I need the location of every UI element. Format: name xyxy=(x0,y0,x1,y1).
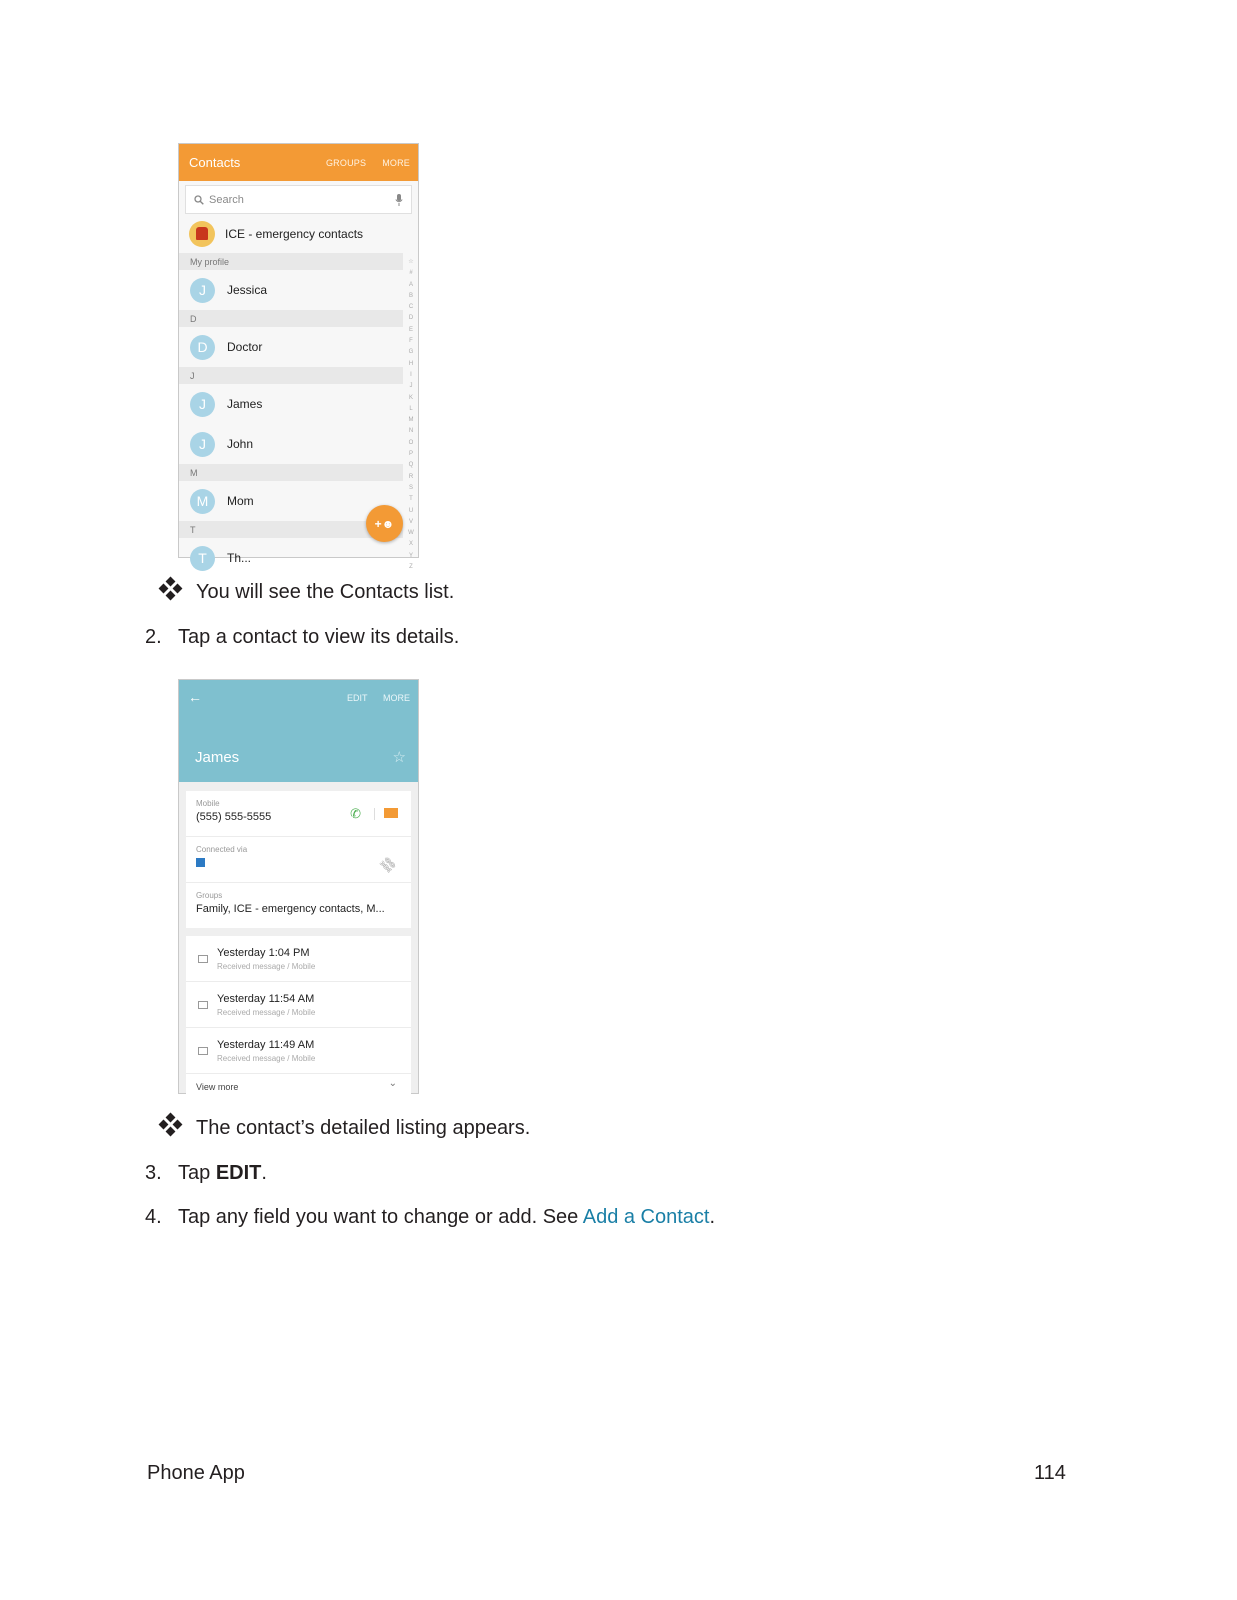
alphabet-index-scroller[interactable] xyxy=(404,257,418,571)
index-letter[interactable]: M xyxy=(408,417,414,424)
more-button[interactable]: MORE xyxy=(383,693,410,703)
index-letter[interactable]: N xyxy=(408,428,414,435)
divider xyxy=(374,808,375,820)
ice-siren-icon xyxy=(189,221,215,247)
index-letter[interactable]: G xyxy=(408,349,414,356)
section-header: J xyxy=(179,367,403,384)
avatar: J xyxy=(190,432,215,457)
step-text xyxy=(178,1206,715,1229)
mobile-row[interactable] xyxy=(186,791,411,837)
google-account-icon xyxy=(196,858,205,867)
contact-name: Th... xyxy=(227,551,252,565)
index-letter[interactable]: F xyxy=(409,338,413,345)
favorite-star-icon[interactable]: ☆ xyxy=(392,749,406,766)
contact-name: Mom xyxy=(227,494,254,508)
groups-value: Family, ICE - emergency contacts, M... xyxy=(196,903,385,915)
edit-button[interactable]: EDIT xyxy=(347,693,368,703)
index-letter[interactable]: H xyxy=(408,360,414,367)
index-letter[interactable]: # xyxy=(409,270,413,277)
contact-name: Jessica xyxy=(227,283,268,297)
section-header: M xyxy=(179,464,403,481)
microphone-icon[interactable] xyxy=(395,194,403,206)
step-text xyxy=(178,1162,267,1185)
add-contact-button[interactable] xyxy=(366,505,403,542)
index-letter[interactable]: D xyxy=(408,315,414,322)
message-icon xyxy=(198,1047,208,1055)
add-contact-icon: +☻ xyxy=(374,516,395,531)
contact-row-t[interactable] xyxy=(179,538,403,578)
message-icon[interactable] xyxy=(384,808,398,818)
link-icon[interactable]: ⛓ xyxy=(377,853,400,876)
view-more-button[interactable] xyxy=(186,1074,411,1094)
index-letter[interactable]: S xyxy=(408,484,413,491)
contact-name: Doctor xyxy=(227,340,263,354)
mobile-label: Mobile xyxy=(196,799,220,808)
contacts-app-bar xyxy=(179,144,418,181)
avatar: D xyxy=(190,335,215,360)
contact-header xyxy=(179,680,418,782)
ice-contacts-row[interactable] xyxy=(179,214,418,253)
index-letter[interactable]: K xyxy=(408,394,413,401)
log-detail: Received message / Mobile xyxy=(217,1007,316,1017)
log-detail: Received message / Mobile xyxy=(217,961,316,971)
contact-row-john[interactable] xyxy=(179,424,403,464)
index-letter[interactable]: I xyxy=(410,371,412,378)
groups-label: Groups xyxy=(196,891,223,900)
footer-section: Phone App xyxy=(147,1462,245,1484)
log-detail: Received message / Mobile xyxy=(217,1053,316,1063)
index-letter[interactable]: R xyxy=(408,473,414,480)
step-suffix: . xyxy=(709,1206,716,1228)
edit-keyword: EDIT xyxy=(215,1162,262,1184)
log-row[interactable] xyxy=(186,1028,411,1074)
chevron-down-icon: ⌄ xyxy=(388,1078,397,1089)
search-placeholder: Search xyxy=(209,193,244,206)
search-input[interactable] xyxy=(185,185,412,214)
index-letter[interactable]: Z xyxy=(409,564,413,571)
contact-name: James xyxy=(195,749,240,766)
bullet-icon xyxy=(160,1114,182,1136)
message-icon xyxy=(198,955,208,963)
groups-row[interactable] xyxy=(186,883,411,928)
contact-name: John xyxy=(227,437,254,451)
contact-detail-screenshot xyxy=(178,679,419,1094)
step-text: Tap a contact to view its details. xyxy=(178,626,460,648)
index-letter[interactable]: B xyxy=(408,292,413,299)
view-more-label: View more xyxy=(196,1082,239,1092)
index-letter[interactable]: J xyxy=(409,383,413,390)
index-letter[interactable]: L xyxy=(409,405,413,412)
index-letter[interactable]: V xyxy=(408,518,413,525)
index-letter[interactable]: W xyxy=(408,530,414,537)
section-header: My profile xyxy=(179,253,403,270)
index-letter[interactable]: E xyxy=(408,326,413,333)
index-letter[interactable]: A xyxy=(408,281,413,288)
index-letter[interactable]: X xyxy=(408,541,413,548)
contact-row-doctor[interactable] xyxy=(179,327,403,367)
avatar: M xyxy=(190,489,215,514)
index-letter[interactable]: T xyxy=(409,496,413,503)
contact-row-jessica[interactable] xyxy=(179,270,403,310)
step-number: 3. xyxy=(145,1162,162,1184)
step-number: 2. xyxy=(145,626,162,648)
bullet-icon xyxy=(160,578,182,600)
step-suffix: . xyxy=(261,1162,267,1184)
connected-via-row[interactable] xyxy=(186,837,411,883)
page-number: 114 xyxy=(1034,1462,1066,1484)
search-icon xyxy=(194,195,204,205)
step-number: 4. xyxy=(145,1206,162,1228)
call-icon[interactable]: ✆ xyxy=(350,806,361,821)
section-header: D xyxy=(179,310,403,327)
index-letter[interactable]: C xyxy=(408,304,414,311)
bullet-text: The contact’s detailed listing appears. xyxy=(196,1117,531,1139)
step-prefix: Tap xyxy=(178,1162,216,1184)
index-letter[interactable]: Y xyxy=(408,552,413,559)
index-letter[interactable]: P xyxy=(408,451,413,458)
index-letter[interactable]: O xyxy=(408,439,414,446)
contact-row-james[interactable] xyxy=(179,384,403,424)
contacts-title: Contacts xyxy=(189,155,241,170)
message-icon xyxy=(198,1001,208,1009)
step-body: Tap any field you want to change or add. See xyxy=(178,1206,583,1228)
index-letter[interactable]: ☆ xyxy=(408,259,414,265)
add-contact-link[interactable]: Add a Contact xyxy=(582,1206,710,1228)
avatar: J xyxy=(190,392,215,417)
groups-button[interactable]: GROUPS xyxy=(325,157,367,168)
contact-info-card xyxy=(186,791,411,928)
contacts-list-screenshot xyxy=(178,143,419,571)
log-time: Yesterday 11:54 AM xyxy=(217,992,315,1005)
bullet-text: You will see the Contacts list. xyxy=(196,581,455,603)
section-header: T xyxy=(179,521,403,538)
index-letter[interactable]: Q xyxy=(408,462,414,469)
log-time: Yesterday 1:04 PM xyxy=(217,946,310,959)
contact-name: James xyxy=(227,397,263,411)
log-row[interactable] xyxy=(186,982,411,1028)
log-time: Yesterday 11:49 AM xyxy=(217,1038,315,1051)
avatar: J xyxy=(190,278,215,303)
message-log-card xyxy=(186,936,411,1094)
mobile-number: (555) 555-5555 xyxy=(196,811,272,823)
index-letter[interactable]: U xyxy=(408,507,414,514)
more-button[interactable]: MORE xyxy=(382,157,410,168)
back-arrow-icon[interactable]: ← xyxy=(188,689,202,705)
log-row[interactable] xyxy=(186,936,411,982)
ice-label: ICE - emergency contacts xyxy=(225,226,364,241)
connected-label: Connected via xyxy=(196,845,248,854)
avatar: T xyxy=(190,546,215,571)
